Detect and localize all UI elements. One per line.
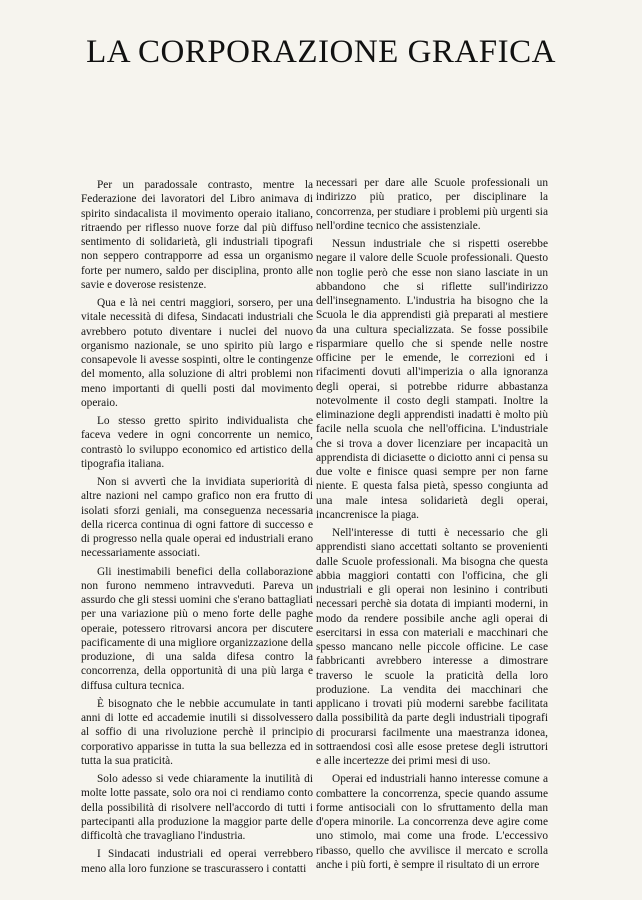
right-column [316, 176, 548, 876]
left-column [81, 178, 313, 880]
paragraph: Nessun industriale che si rispetti oserebbe negare il valore delle Scuole professionali. Questo non toglie però che esse non siano lasciate in un abbandono che si riflette sull'indirizzo dell'insegnamento. L'industria ha bisogno che la Scuola le dia apprendisti già preparati al mestiere da una cultura specializzata. Se fosse possibile risparmiare quello che si spende nelle nostre officine per le emende, le correzioni ed i rifacimenti dovuti all'imperizia o alla ignoranza degli operai, si potrebbe ridurre abbastanza notevolmente il costo degli stampati. Inoltre la eliminazione degli apprendisti inadatti è molto più facile nella scuola che nell'officina. L'industriale che si trova a dover licenziare per incapacità un apprendista di diciasette o diciotto anni ci pensa su due volte e finisce quasi sempre per non farne niente. E questa falsa pietà, spesso congiunta ad una male intesa solidarietà degli operai, incancrenisce la piaga. [316, 238, 548, 521]
paragraph: È bisognato che le nebbie accumulate in tanti anni di lotte ed accademie inutili si dissolvessero al soffio di una rivoluzione perchè il principio corporativo apparisse in tutta la sua bellezza ed in tutta la sua praticità. [81, 697, 313, 767]
paragraph: Nell'interesse di tutti è necessario che gli apprendisti siano accettati soltanto se provenienti dalle Scuole professionali. Ma bisogna che questa abbia maggiori contatti con l'officina, che gli industriali e gli operai non lesinino i contributi necessari perchè sia dotata di impianti moderni, in modo da rendere possibile anche agli operai di esercitarsi in essa con materiali e macchinari che spesso mancano nelle piccole officine. Le case fabbricanti avrebbero interesse a dimostrare traverso le scuole la praticità della loro produzione. La vendita dei macchinari che applicano i trovati più moderni sarebbe facilitata dalla possibilità da parte degli industriali tipografi di procurarsi facilmente una maestranza idonea, sottraendosi così alle esose pretese degli istruttori e alle incertezze dei primi mesi di uso. [316, 527, 548, 767]
page-title: LA CORPORAZIONE GRAFICA [86, 34, 556, 70]
paragraph: Qua e là nei centri maggiori, sorsero, per una vitale necessità di difesa, Sindacati industriali che avrebbero potuto diventare i nuclei del nuovo organismo nazionale, se uno spirito più largo e consapevole li avesse sospinti, oltre le contingenze del momento, alla soluzione di altri problemi non meno importanti di quelli posti dal movimento operaio. [81, 297, 313, 409]
paragraph: I Sindacati industriali ed operai verrebbero meno alla loro funzione se trascurassero i contatti [81, 848, 313, 875]
paragraph: Operai ed industriali hanno interesse comune a combattere la concorrenza, specie quando assume forme antisociali con lo sfruttamento della man d'opera minorile. La concorrenza deve agire come uno stimolo, mai come una frode. L'eccessivo ribasso, quello che avvilisce il mercato e scrolla anche i più forti, è sempre il risultato di un errore [316, 773, 548, 871]
paragraph: Lo stesso gretto spirito individualista che faceva vedere in ogni concorrente un nemico, contrastò lo sviluppo economico ed artistico della tipografia italiana. [81, 415, 313, 470]
paragraph: Gli inestimabili benefici della collaborazione non furono nemmeno intravveduti. Pareva un assurdo che gli stessi uomini che s'erano battagliati per una variazione più o meno forte delle paghe operaie, potessero ritrovarsi ancora per discutere pacificamente di una migliore organizzazione della produzione, di una salda difesa contro la concorrenza, della opportunità di una più larga e diffusa cultura tecnica. [81, 565, 313, 692]
paragraph: Solo adesso si vede chiaramente la inutilità di molte lotte passate, solo ora noi ci rendiamo conto della possibilità di risolvere nell'accordo di tutti i partecipanti alla produzione la maggior parte delle difficoltà che travagliano l'industria. [81, 773, 313, 842]
paragraph: Non si avvertì che la invidiata superiorità di altre nazioni nel campo grafico non era frutto di isolati sforzi geniali, ma conseguenza necessaria della ricerca continua di ogni fattore di successo e di progresso nella quale operai ed industriali erano necessariamente associati. [81, 476, 313, 560]
paragraph-continued: necessari per dare alle Scuole professionali un indirizzo più pratico, per disciplinare la concorrenza, per studiare i problemi più urgenti sia nell'ordine tecnico che assistenziale. [316, 177, 548, 232]
paragraph: Per un paradossale contrasto, mentre la Federazione dei lavoratori del Libro animava di spirito sindacalista il movimento operaio italiano, ritraendo per riflesso nuove forze dal più diffuso sentimento di solidarietà, gli industriali tipografi non seppero contrapporre ad essa un organismo forte per numero, saldo per disciplina, pronto alle savie e doverose resistenze. [81, 179, 313, 291]
